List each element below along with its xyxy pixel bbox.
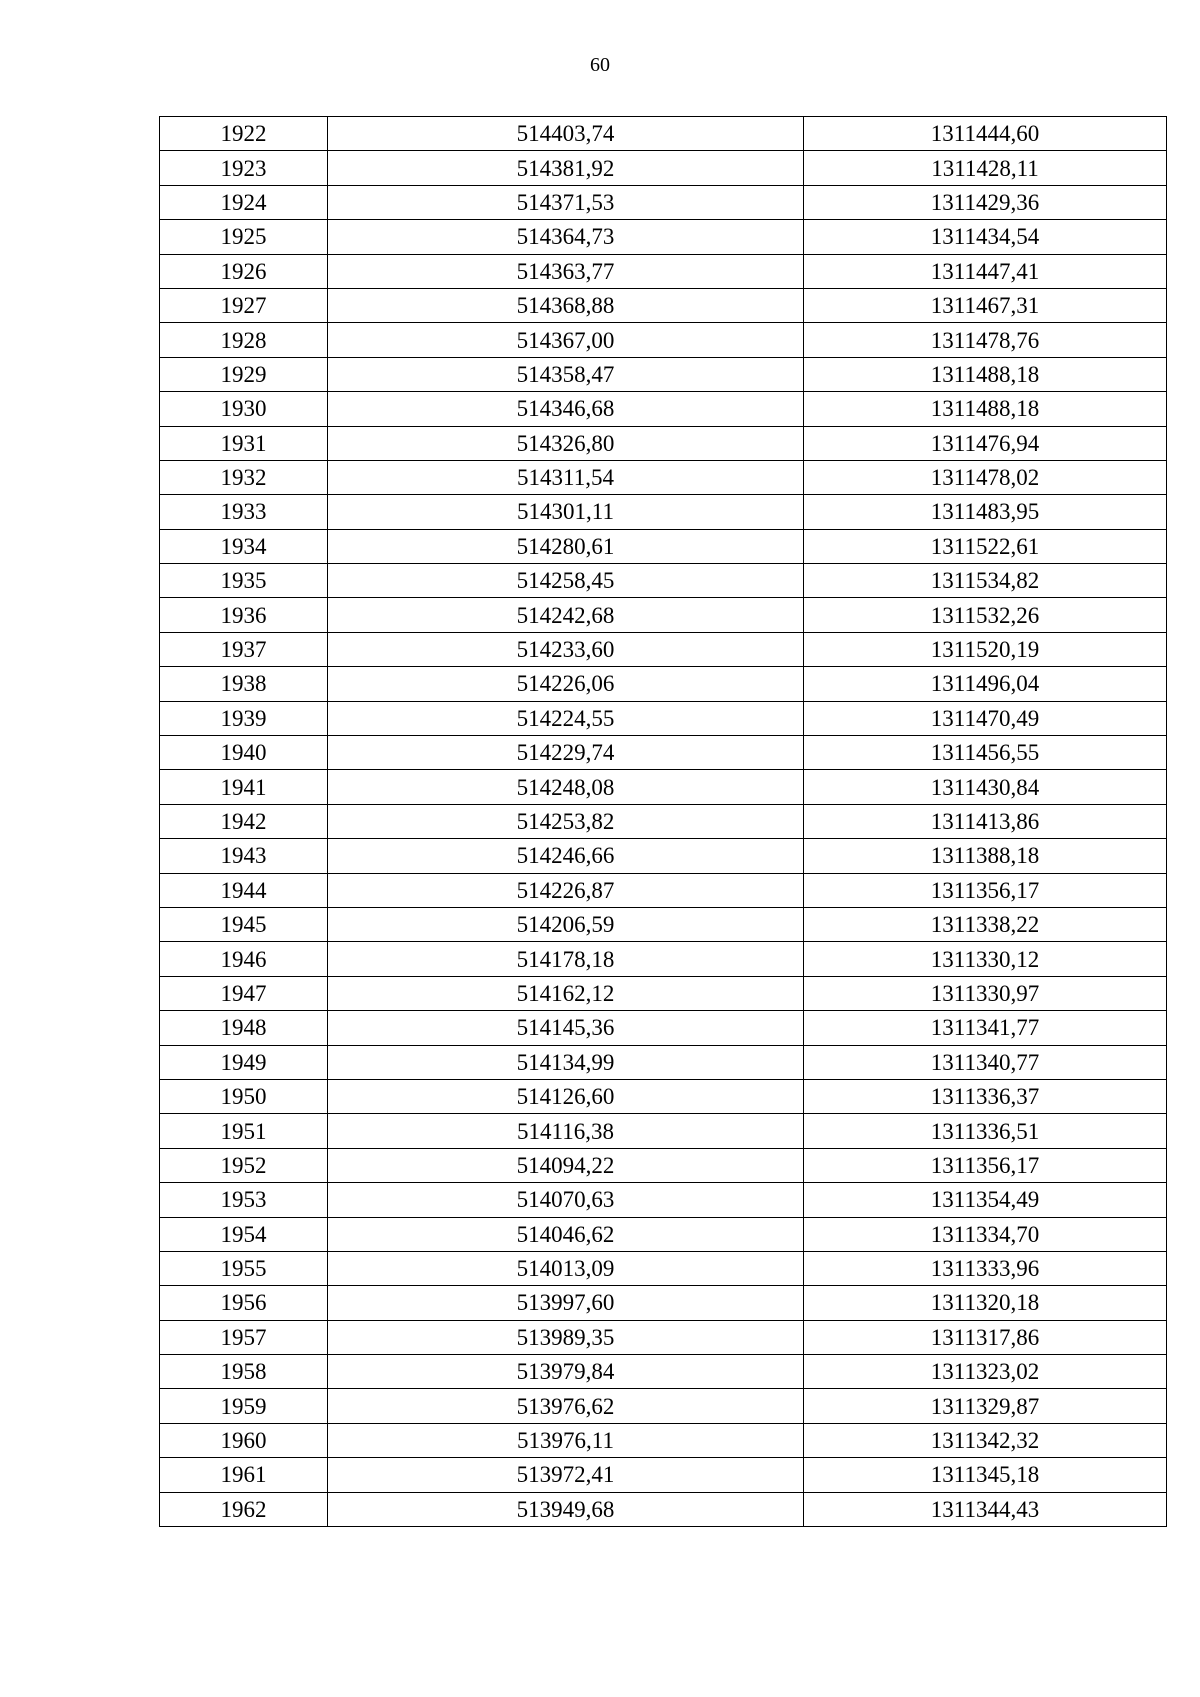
point-number-cell: 1944 — [160, 873, 328, 907]
table-row — [160, 1458, 1167, 1492]
y-coordinate-cell: 1311388,18 — [804, 839, 1167, 873]
x-coordinate-cell: 514381,92 — [328, 151, 804, 185]
x-coordinate-cell: 513976,11 — [328, 1423, 804, 1457]
x-coordinate-cell: 514346,68 — [328, 392, 804, 426]
page-number: 60 — [590, 54, 610, 76]
point-number-cell: 1927 — [160, 288, 328, 322]
y-coordinate-cell: 1311456,55 — [804, 736, 1167, 770]
table-row — [160, 1114, 1167, 1148]
point-number-cell: 1958 — [160, 1355, 328, 1389]
y-coordinate-cell: 1311413,86 — [804, 804, 1167, 838]
table-row — [160, 185, 1167, 219]
y-coordinate-cell: 1311345,18 — [804, 1458, 1167, 1492]
point-number-cell: 1922 — [160, 117, 328, 151]
point-number-cell: 1961 — [160, 1458, 328, 1492]
y-coordinate-cell: 1311330,12 — [804, 942, 1167, 976]
x-coordinate-cell: 514326,80 — [328, 426, 804, 460]
table-row — [160, 1079, 1167, 1113]
x-coordinate-cell: 514363,77 — [328, 254, 804, 288]
point-number-cell: 1929 — [160, 357, 328, 391]
y-coordinate-cell: 1311488,18 — [804, 392, 1167, 426]
table-row — [160, 942, 1167, 976]
x-coordinate-cell: 514242,68 — [328, 598, 804, 632]
y-coordinate-cell: 1311447,41 — [804, 254, 1167, 288]
y-coordinate-cell: 1311444,60 — [804, 117, 1167, 151]
y-coordinate-cell: 1311323,02 — [804, 1355, 1167, 1389]
table-row — [160, 220, 1167, 254]
point-number-cell: 1957 — [160, 1320, 328, 1354]
table-row — [160, 357, 1167, 391]
y-coordinate-cell: 1311483,95 — [804, 495, 1167, 529]
y-coordinate-cell: 1311356,17 — [804, 1148, 1167, 1182]
y-coordinate-cell: 1311522,61 — [804, 529, 1167, 563]
point-number-cell: 1925 — [160, 220, 328, 254]
point-number-cell: 1926 — [160, 254, 328, 288]
y-coordinate-cell: 1311336,51 — [804, 1114, 1167, 1148]
table-row — [160, 323, 1167, 357]
table-row — [160, 1389, 1167, 1423]
x-coordinate-cell: 514258,45 — [328, 564, 804, 598]
point-number-cell: 1924 — [160, 185, 328, 219]
point-number-cell: 1942 — [160, 804, 328, 838]
y-coordinate-cell: 1311488,18 — [804, 357, 1167, 391]
table-row — [160, 1183, 1167, 1217]
table-row — [160, 529, 1167, 563]
y-coordinate-cell: 1311429,36 — [804, 185, 1167, 219]
point-number-cell: 1949 — [160, 1045, 328, 1079]
table-row — [160, 701, 1167, 735]
y-coordinate-cell: 1311532,26 — [804, 598, 1167, 632]
y-coordinate-cell: 1311496,04 — [804, 667, 1167, 701]
y-coordinate-cell: 1311428,11 — [804, 151, 1167, 185]
point-number-cell: 1937 — [160, 632, 328, 666]
point-number-cell: 1956 — [160, 1286, 328, 1320]
point-number-cell: 1954 — [160, 1217, 328, 1251]
coordinates-table — [159, 116, 1167, 1527]
point-number-cell: 1938 — [160, 667, 328, 701]
table-row — [160, 736, 1167, 770]
y-coordinate-cell: 1311317,86 — [804, 1320, 1167, 1354]
x-coordinate-cell: 513949,68 — [328, 1492, 804, 1526]
y-coordinate-cell: 1311520,19 — [804, 632, 1167, 666]
point-number-cell: 1952 — [160, 1148, 328, 1182]
x-coordinate-cell: 514226,06 — [328, 667, 804, 701]
table-row — [160, 873, 1167, 907]
point-number-cell: 1960 — [160, 1423, 328, 1457]
table-row — [160, 254, 1167, 288]
x-coordinate-cell: 514371,53 — [328, 185, 804, 219]
x-coordinate-cell: 514367,00 — [328, 323, 804, 357]
x-coordinate-cell: 514145,36 — [328, 1011, 804, 1045]
y-coordinate-cell: 1311342,32 — [804, 1423, 1167, 1457]
point-number-cell: 1923 — [160, 151, 328, 185]
table-row — [160, 1492, 1167, 1526]
table-row — [160, 667, 1167, 701]
point-number-cell: 1931 — [160, 426, 328, 460]
table-row — [160, 770, 1167, 804]
table-row — [160, 460, 1167, 494]
y-coordinate-cell: 1311336,37 — [804, 1079, 1167, 1113]
y-coordinate-cell: 1311340,77 — [804, 1045, 1167, 1079]
point-number-cell: 1940 — [160, 736, 328, 770]
point-number-cell: 1932 — [160, 460, 328, 494]
table-row — [160, 976, 1167, 1010]
table-row — [160, 804, 1167, 838]
x-coordinate-cell: 514364,73 — [328, 220, 804, 254]
y-coordinate-cell: 1311478,02 — [804, 460, 1167, 494]
x-coordinate-cell: 514226,87 — [328, 873, 804, 907]
table-row — [160, 1355, 1167, 1389]
y-coordinate-cell: 1311430,84 — [804, 770, 1167, 804]
y-coordinate-cell: 1311338,22 — [804, 907, 1167, 941]
x-coordinate-cell: 514233,60 — [328, 632, 804, 666]
x-coordinate-cell: 514311,54 — [328, 460, 804, 494]
y-coordinate-cell: 1311476,94 — [804, 426, 1167, 460]
table-row — [160, 1045, 1167, 1079]
y-coordinate-cell: 1311356,17 — [804, 873, 1167, 907]
y-coordinate-cell: 1311334,70 — [804, 1217, 1167, 1251]
y-coordinate-cell: 1311470,49 — [804, 701, 1167, 735]
x-coordinate-cell: 513997,60 — [328, 1286, 804, 1320]
y-coordinate-cell: 1311333,96 — [804, 1251, 1167, 1285]
table-row — [160, 1286, 1167, 1320]
table-row — [160, 117, 1167, 151]
x-coordinate-cell: 514246,66 — [328, 839, 804, 873]
x-coordinate-cell: 514358,47 — [328, 357, 804, 391]
table-row — [160, 1320, 1167, 1354]
table-row — [160, 1251, 1167, 1285]
x-coordinate-cell: 514126,60 — [328, 1079, 804, 1113]
x-coordinate-cell: 514403,74 — [328, 117, 804, 151]
point-number-cell: 1934 — [160, 529, 328, 563]
point-number-cell: 1933 — [160, 495, 328, 529]
point-number-cell: 1948 — [160, 1011, 328, 1045]
point-number-cell: 1939 — [160, 701, 328, 735]
y-coordinate-cell: 1311341,77 — [804, 1011, 1167, 1045]
x-coordinate-cell: 514134,99 — [328, 1045, 804, 1079]
x-coordinate-cell: 514224,55 — [328, 701, 804, 735]
x-coordinate-cell: 514070,63 — [328, 1183, 804, 1217]
table-row — [160, 632, 1167, 666]
x-coordinate-cell: 514178,18 — [328, 942, 804, 976]
y-coordinate-cell: 1311478,76 — [804, 323, 1167, 357]
table-row — [160, 495, 1167, 529]
y-coordinate-cell: 1311534,82 — [804, 564, 1167, 598]
point-number-cell: 1947 — [160, 976, 328, 1010]
x-coordinate-cell: 513976,62 — [328, 1389, 804, 1423]
point-number-cell: 1953 — [160, 1183, 328, 1217]
y-coordinate-cell: 1311344,43 — [804, 1492, 1167, 1526]
table-row — [160, 907, 1167, 941]
point-number-cell: 1946 — [160, 942, 328, 976]
x-coordinate-cell: 514046,62 — [328, 1217, 804, 1251]
table-row — [160, 1148, 1167, 1182]
x-coordinate-cell: 514094,22 — [328, 1148, 804, 1182]
table-row — [160, 1423, 1167, 1457]
table-row — [160, 598, 1167, 632]
x-coordinate-cell: 514206,59 — [328, 907, 804, 941]
point-number-cell: 1928 — [160, 323, 328, 357]
point-number-cell: 1943 — [160, 839, 328, 873]
table-row — [160, 426, 1167, 460]
y-coordinate-cell: 1311467,31 — [804, 288, 1167, 322]
x-coordinate-cell: 514301,11 — [328, 495, 804, 529]
table-row — [160, 1011, 1167, 1045]
x-coordinate-cell: 513989,35 — [328, 1320, 804, 1354]
point-number-cell: 1955 — [160, 1251, 328, 1285]
y-coordinate-cell: 1311434,54 — [804, 220, 1167, 254]
x-coordinate-cell: 514253,82 — [328, 804, 804, 838]
x-coordinate-cell: 513979,84 — [328, 1355, 804, 1389]
x-coordinate-cell: 514013,09 — [328, 1251, 804, 1285]
x-coordinate-cell: 514280,61 — [328, 529, 804, 563]
table-row — [160, 564, 1167, 598]
y-coordinate-cell: 1311320,18 — [804, 1286, 1167, 1320]
x-coordinate-cell: 514116,38 — [328, 1114, 804, 1148]
point-number-cell: 1959 — [160, 1389, 328, 1423]
x-coordinate-cell: 514368,88 — [328, 288, 804, 322]
y-coordinate-cell: 1311330,97 — [804, 976, 1167, 1010]
table-row — [160, 1217, 1167, 1251]
table-row — [160, 839, 1167, 873]
x-coordinate-cell: 514248,08 — [328, 770, 804, 804]
point-number-cell: 1962 — [160, 1492, 328, 1526]
point-number-cell: 1930 — [160, 392, 328, 426]
point-number-cell: 1951 — [160, 1114, 328, 1148]
y-coordinate-cell: 1311354,49 — [804, 1183, 1167, 1217]
x-coordinate-cell: 513972,41 — [328, 1458, 804, 1492]
y-coordinate-cell: 1311329,87 — [804, 1389, 1167, 1423]
table-row — [160, 288, 1167, 322]
point-number-cell: 1950 — [160, 1079, 328, 1113]
table-row — [160, 392, 1167, 426]
point-number-cell: 1935 — [160, 564, 328, 598]
coordinates-table-body — [160, 117, 1167, 1527]
point-number-cell: 1936 — [160, 598, 328, 632]
x-coordinate-cell: 514229,74 — [328, 736, 804, 770]
point-number-cell: 1945 — [160, 907, 328, 941]
point-number-cell: 1941 — [160, 770, 328, 804]
table-row — [160, 151, 1167, 185]
x-coordinate-cell: 514162,12 — [328, 976, 804, 1010]
